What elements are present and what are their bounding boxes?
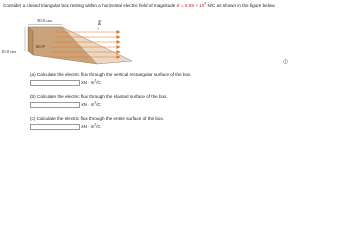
field-symbol: E <box>176 3 180 8</box>
field-magnitude <box>177 3 207 8</box>
question-b-label: (b) Calculate the electric flux through the slanted surface of the box. <box>30 94 168 99</box>
question-c-answer-input[interactable] <box>30 124 80 130</box>
field-equals: = <box>179 3 185 8</box>
question-c-unit <box>82 124 101 129</box>
question-b-answer-input[interactable] <box>30 102 80 108</box>
box-vertical-face <box>28 27 33 55</box>
question-b-unit-prefix: kN · m <box>81 102 95 107</box>
field-label: E <box>98 22 102 27</box>
left-dimension-label: 10.0 cm <box>1 49 16 54</box>
prompt-text-before: Consider a closed triangular box resting within a horizontal electric field of magnitude <box>3 3 177 8</box>
question-c-label: (c) Calculate the electric flux through the entire surface of the box. <box>30 116 165 121</box>
question-a-unit <box>82 80 101 85</box>
question-c-unit-prefix: kN · m <box>81 124 95 129</box>
question-b-unit <box>82 102 101 107</box>
question-a-unit-suffix: /C <box>96 80 101 85</box>
question-a-unit-prefix: kN · m <box>81 80 95 85</box>
question-c-answer-row <box>30 123 101 130</box>
question-b-unit-suffix: /C <box>96 102 101 107</box>
question-b-unit-exponent: 2 <box>94 100 97 105</box>
field-exponent: 4 <box>204 1 207 6</box>
angle-label: 60.0° <box>36 44 46 49</box>
figure-svg <box>0 12 160 72</box>
question-b-answer-row <box>30 101 101 108</box>
problem-statement <box>3 3 348 9</box>
prompt-text-after: N/C as shown in the figure below. <box>206 3 276 8</box>
top-dimension-label: 30.0 cm <box>37 18 52 23</box>
triangular-box-figure <box>0 12 160 72</box>
info-circle-icon[interactable] <box>283 59 288 64</box>
question-a-unit-exponent: 2 <box>94 78 97 83</box>
field-mantissa: 6.59 <box>184 3 194 8</box>
question-a-answer-input[interactable] <box>30 80 80 86</box>
question-c-unit-suffix: /C <box>96 124 101 129</box>
question-c-unit-exponent: 2 <box>94 122 97 127</box>
question-a-answer-row <box>30 79 101 86</box>
question-a-label: (a) Calculate the electric flux through the vertical rectangular surface of the box. <box>30 72 192 77</box>
field-times: × 10 <box>193 3 205 8</box>
